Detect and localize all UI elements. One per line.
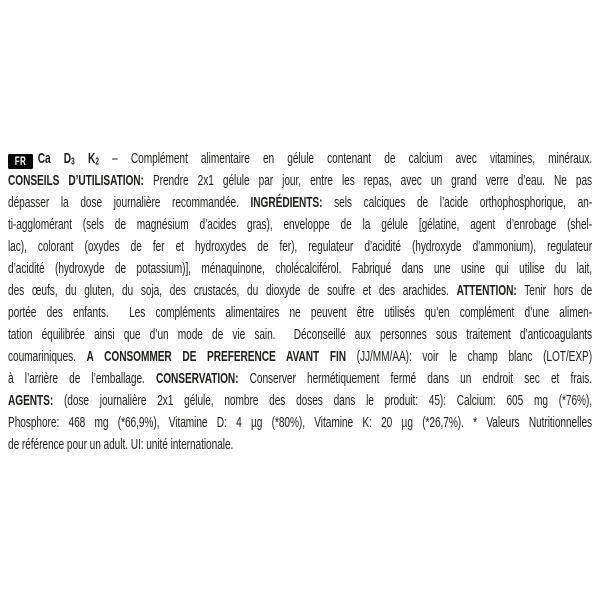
label-text-segment: à l’arrière de l’emballage.: [8, 370, 156, 387]
label-line-9: [8, 324, 592, 346]
label-text-segment: (JJ/MM/AA): voir le champ blanc (LOT/EXP): [345, 348, 593, 365]
label-text-segment: tation équilibrée ainsi que d’un mode de vie sain. Déconseillé aux personnes sous traitement d’anticoagulants: [8, 326, 593, 343]
label-text-segment: AGENTS:: [8, 392, 54, 409]
label-text-segment: 2: [95, 156, 99, 168]
label-line-8: [8, 302, 592, 324]
label-text-segment: A CONSOMMER DE PREFERENCE AVANT FIN: [86, 348, 346, 365]
label-line-5: [8, 236, 592, 258]
label-text-segment: INGRÉDIENTS:: [250, 194, 323, 211]
label-text-segment: d’acidité (hydroxyde de potassium)], ménaquinone, cholécalciférol. Fabriqué dans une usine qui utilise du lait,: [8, 260, 593, 277]
label-text-segment: portée des enfants. Les compléments alimentaires ne peuvent être utilisés qu’en complément d’une alimen-: [8, 304, 593, 321]
label-text-segment: Phosphore: 468 mg (*66,9%), Vitamine D: 4 µg (*80%), Vitamine K: 20 µg (*26,7%). * Valeurs Nutritionnelles: [8, 414, 593, 431]
label-text-segment: CONSERVATION:: [155, 370, 239, 387]
label-text-segment: des œufs, du gluten, du soja, des crustacés, du dioxyde de soufre et des arachides.: [8, 282, 457, 299]
label-text-segment: coumariniques.: [8, 348, 87, 365]
label-line-10: [8, 346, 592, 368]
label-line-7: [8, 280, 592, 302]
label-text-segment: dépasser la dose journalière recommandée.: [8, 194, 251, 211]
label-text-segment: Conserver hermétiquement fermé dans un endroit sec et frais.: [238, 370, 593, 387]
label-text-segment: 3: [71, 156, 75, 168]
label-text-segment: K: [74, 150, 96, 167]
label-line-14: [8, 434, 592, 456]
label-text-segment: de référence pour un adult. UI: unité internationale.: [8, 436, 234, 453]
label-text-segment: Prendre 2x1 gélule par jour, entre les repas, avec un grand verre d’eau. Ne pas: [143, 172, 593, 189]
label-text-segment: (dose journalière 2x1 gélule, nombre des doses dans le produit: 45): Calcium: 605 mg (*76%),: [53, 392, 593, 409]
label-text-segment: sels calciques de l’acide orthophosphorique, an-: [322, 194, 593, 211]
label-line-1: [8, 148, 592, 170]
label-text-block: [8, 148, 592, 456]
label-line-4: [8, 214, 592, 236]
label-line-6: [8, 258, 592, 280]
label-line-13: [8, 412, 592, 434]
label-text-segment: Tenir hors de: [516, 282, 593, 299]
language-badge-fr: FR: [8, 154, 33, 169]
label-text-segment: ATTENTION:: [456, 282, 517, 299]
label-text-segment: CONSEILS D’UTILISATION:: [8, 172, 144, 189]
label-text-segment: Ca D: [37, 150, 72, 167]
label-text-segment: ti-agglomérant (sels de magnésium d’acides gras), enveloppe de la gélule [gélatine, agent d’enrobage (shel-: [8, 216, 593, 233]
label-text-segment: lac), colorant (oxydes de fer et hydroxydes de fer), regulateur d’acidité (hydroxyde d’ammonium), regulateur: [8, 238, 593, 255]
label-line-3: [8, 192, 592, 214]
label-text-segment: – Complément alimentaire en gélule contenant de calcium avec vitamines, minéraux.: [98, 150, 593, 167]
label-line-11: [8, 368, 592, 390]
label-line-12: [8, 390, 592, 412]
label-line-2: [8, 170, 592, 192]
